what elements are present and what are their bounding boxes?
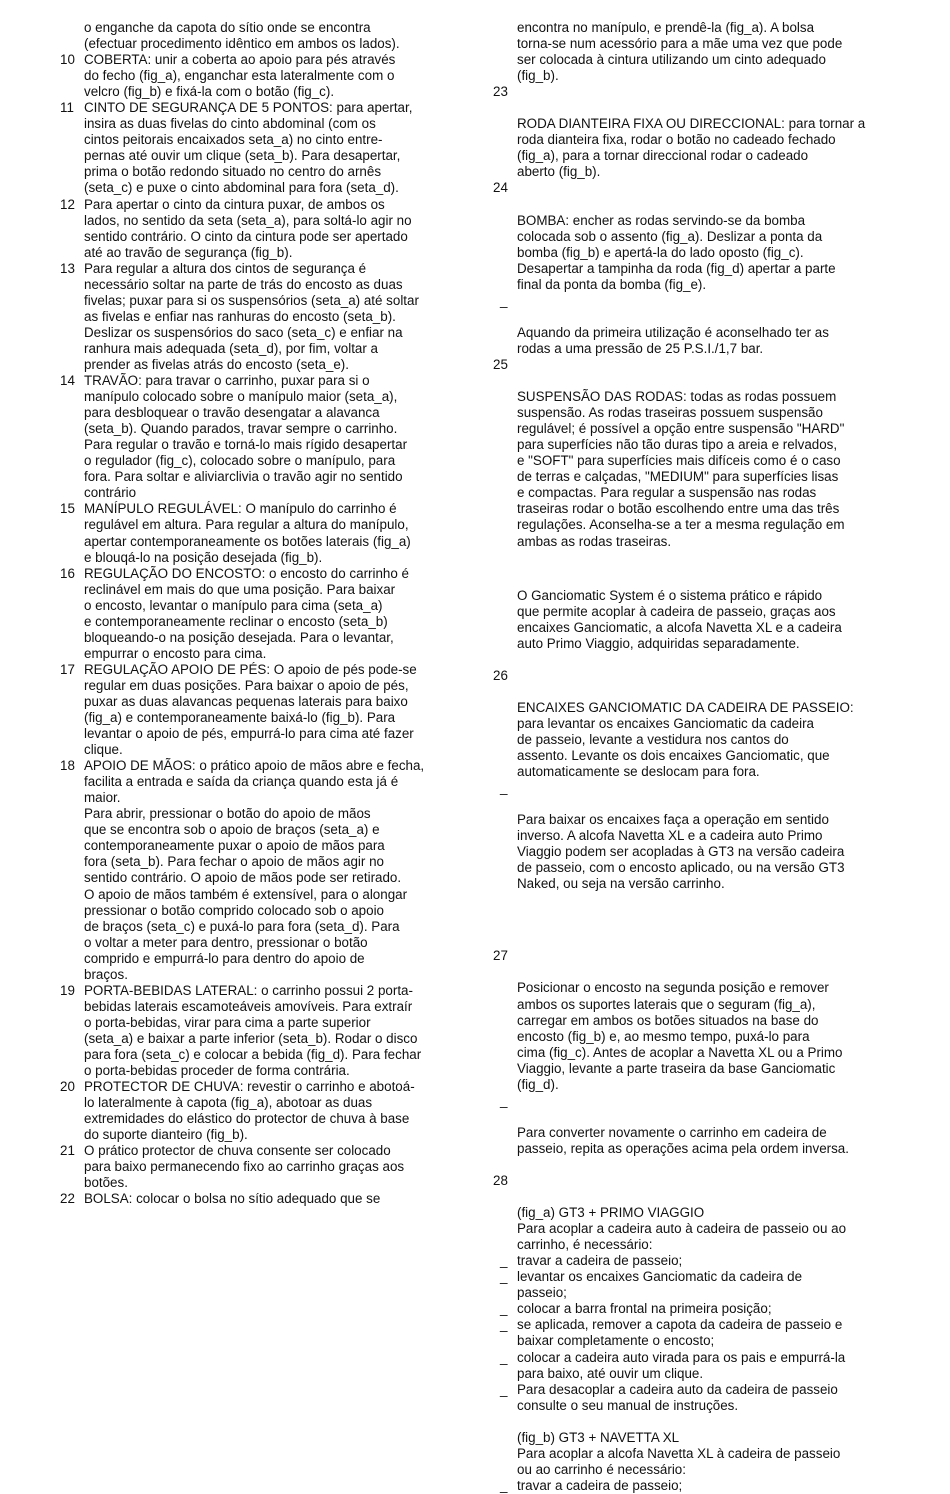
spacer [493,1157,893,1173]
item-text: BOMBA: encher as rodas servindo-se da bomba colocada sob o assento (fig_a). Deslizar a ponta da bomba (fig_b) e apertá-la do lado oposto (fig_c). Desapertar a tampinha da roda (fig_d) apertar a parte final da ponta da bomba (fig_e). [517,212,836,292]
item-text: SUSPENSÃO DAS RODAS: todas as rodas possuem suspensão. As rodas traseiras possuem suspensão regulável; é possível a opção entre suspensão "HARD" para superfícies não tão duras tipo a areia e relvados, e "SOFT" para superfícies mais difíceis como é o caso de terras e calçadas, "MEDIUM" para superfícies lisas e compactas. Para regular a suspensão nas rodas traseiras rodar o botão escolhendo entre uma das três regulações. Aconselha-se a ter a mesma regulação em ambas as rodas traseiras. [517,389,845,549]
list-item [493,1317,893,1349]
item-text: ENCAIXES GANCIOMATIC DA CADEIRA DE PASSEIO: para levantar os encaixes Ganciomatic da cadeira de passeio, levante a vestidura nos cantos do assento. Levante os dois encaixes Ganciomatic, que automaticamente se deslocam para fora. [517,699,854,780]
instruction-item-27 [493,948,893,1092]
instruction-item-19 [60,983,465,1079]
item-number: 21 [60,1143,75,1159]
instruction-item-12 [60,197,465,261]
item-text: REGULAÇÃO DO ENCOSTO: o encosto do carrinho é reclinável em mais do que uma posição. Para baixar o encosto, levantar o manípulo para cima (seta_a) e contemporaneamente reclinar o encosto (seta_b) bloqueando-o na posição desejada. Para o levantar, empurrar o encosto para cima. [84,565,409,661]
instruction-item-11 [60,100,465,196]
item-text: TRAVÃO: para travar o carrinho, puxar para si o manípulo colocado sobre o manípulo maior (seta_a), para desbloquear o travão desengatar a alavanca (seta_b). Quando parados, travar sempre o carrinho. Para regular o travão e torná-lo mais rígido desapertar o regulador (fig_c), colocado sobre o manípulo, para fora. Para soltar e aliviarclivia o travão agir no sentido contrário [84,373,408,501]
instruction-item-16 [60,566,465,662]
item-number: 17 [60,661,75,677]
left-column [60,20,465,1207]
item-number: 16 [60,565,75,581]
left-item-list [60,52,465,1207]
instruction-item-17 [60,662,465,758]
item-number: 10 [60,52,75,68]
spacer [493,550,893,588]
step-list-fig-b [493,1478,893,1494]
dash-marker: _ [500,1253,508,1269]
item-text: BOLSA: colocar o bolsa no sítio adequado que se [84,1191,381,1207]
dash-marker: _ [500,1349,508,1365]
note-text: Para converter novamente o carrinho em cadeira de passeio, repita as operações acima pela ordem inversa. [517,1124,849,1156]
fig-b-paragraph: (fig_b) GT3 + NAVETTA XL Para acoplar a alcofa Navetta XL à cadeira de passeio ou ao carrinho é necessário: [517,1429,841,1477]
list-item [493,1269,893,1301]
item-text: RODA DIANTEIRA FIXA OU DIRECCIONAL: para tornar a roda dianteira fixa, rodar o botão no cadeado fechado (fig_a), para a tornar direccional rodar o cadeado aberto (fig_b). [517,116,866,180]
item-text: MANÍPULO REGULÁVEL: O manípulo do carrinho é regulável em altura. Para regular a altura do manípulo, apertar contemporaneamente os botões laterais (fig_a) e blouqá-lo na posição desejada (fig_b). [84,501,411,565]
instruction-item-22 [60,1191,465,1207]
right-column [493,20,893,1494]
item-number: 20 [60,1079,75,1095]
item-text: Para regular a altura dos cintos de segurança é necessário soltar na parte de trás do encosto as duas fivelas; puxar para si os suspensórios (seta_a) até soltar as fivelas e enfiar nas ranhuras do encosto (seta_b). Deslizar os suspensórios do saco (seta_c) e enfiar na ranhura mais adequada (seta_d), por fim, voltar a prender as fivelas atrás do encosto (seta_e). [84,260,419,372]
dash-marker: _ [500,780,508,796]
item-text: (fig_a) GT3 + PRIMO VIAGGIO Para acoplar a cadeira auto à cadeira de passeio ou ao carrinho, é necessário: [517,1205,847,1253]
dash-marker: _ [500,1092,508,1108]
dash-marker: _ [500,1269,508,1285]
instruction-item-13 [60,261,465,373]
instruction-item-21 [60,1143,465,1191]
note-text: Para baixar os encaixes faça a operação em sentido inverso. A alcofa Navetta XL e a cadeira auto Primo Viaggio podem ser acopladas à GT3 na versão cadeira de passeio, com o encosto aplicado, ou na versão GT3 Naked, ou seja na versão carrinho. [517,812,845,892]
item-text: O prático protector de chuva consente ser colocado para baixo permanecendo fixo ao carrinho graças aos botões. [84,1143,405,1191]
list-item [493,1382,893,1414]
dash-marker: _ [500,1317,508,1333]
note-item [493,293,893,357]
instruction-item-14 [60,373,465,501]
list-item [493,1478,893,1494]
spacer [493,652,893,668]
item-text: COBERTA: unir a coberta ao apoio para pés através do fecho (fig_a), enganchar esta lateralmente com o velcro (fig_b) e fixá-la com o botão (fig_c). [84,52,396,100]
item-text: APOIO DE MÃOS: o prático apoio de mãos abre e fecha, facilita a entrada e saída da criança quando esta já é maior. Para abrir, pressionar o botão do apoio de mãos que se encontra sob o apoio de braços (seta_a) e contemporaneamente puxar o apoio de mãos para fora (seta_b). Para fechar o apoio de mãos agir no sentido contrário. O apoio de mãos pode ser retirado. O apoio de mãos também é extensível, para o alongar pressionar o botão comprido colocado sob o apoio de braços (seta_c) e puxá-lo para fora (seta_d). Para o voltar a meter para dentro, pressionar o botão comprido e empurrá-lo para dentro do apoio de braços. [84,758,425,982]
spacer [493,1414,893,1430]
item-text: CINTO DE SEGURANÇA DE 5 PONTOS: para apertar, insira as duas fivelas do cinto abdominal (com os cintos peitorais encaixados seta_a) no cinto entre- pernas até ouvir um clique (seta_b). Para desapertar, prima o botão redondo situado no centro do arnês (seta_c) e puxe o cinto abdominal para fora (seta_d). [84,100,413,196]
item-text: levantar os encaixes Ganciomatic da cadeira de passeio; [517,1269,803,1301]
item-number: 22 [60,1191,75,1207]
item-text: REGULAÇÃO APOIO DE PÉS: O apoio de pés pode-se regular em duas posições. Para baixar o apoio de pés, puxar as duas alavancas pequenas laterais para baixo (fig_a) e contemporaneamente baixá-lo (fig_b). Para levantar o apoio de pés, empurrá-lo para cima até fazer clique. [84,661,417,758]
dash-marker: _ [500,292,508,308]
instruction-item-28 [493,1173,893,1253]
item-text: Para apertar o cinto da cintura puxar, de ambos os lados, no sentido da seta (seta_a), para soltá-lo agir no sentido contrário. O cinto da cintura pode ser apertado até ao travão de segurança (fig_b). [84,196,412,260]
instruction-item-10 [60,52,465,100]
item-number: 26 [493,667,508,683]
note-text: Aquando da primeira utilização é aconselhado ter as rodas a uma pressão de 25 P.S.I./1,7 bar. [517,324,829,356]
item-text: travar a cadeira de passeio; [517,1477,683,1493]
instruction-item-23 [493,84,893,180]
instruction-item-18 [60,758,465,983]
list-item [493,1253,893,1269]
instruction-item-20 [60,1079,465,1143]
item-number: 24 [493,180,508,196]
step-list-fig-a [493,1253,893,1413]
item-number: 23 [493,84,508,100]
item-number: 25 [493,356,508,372]
note-item [493,1093,893,1157]
item-text: se aplicada, remover a capota da cadeira de passeio e baixar completamente o encosto; [517,1317,843,1349]
item-number: 18 [60,758,75,774]
instruction-item-25 [493,357,893,550]
spacer [493,892,893,948]
item-text: colocar a cadeira auto virada para os pais e empurrá-la para baixo, até ouvir um clique. [517,1349,846,1381]
dash-marker: _ [500,1381,508,1397]
item-text: Posicionar o encosto na segunda posição e remover ambos os suportes laterais que o seguram (fig_a), carregar em ambos os botões situados na base do encosto (fig_b) e, ao mesmo tempo, puxá-lo para cima (fig_c). Antes de acoplar a Navetta XL ou a Primo Viaggio, levante a parte traseira da base Ganciomatic (fig_d). [517,980,843,1092]
item-number: 11 [60,100,74,116]
list-item [493,1350,893,1382]
item-number: 19 [60,982,75,998]
instruction-item-24 [493,180,893,292]
item-text: travar a cadeira de passeio; [517,1253,683,1269]
item-number: 15 [60,501,75,517]
item-number: 28 [493,1173,508,1188]
item-number: 14 [60,373,75,389]
item-number: 13 [60,260,75,276]
item-text: PORTA-BEBIDAS LATERAL: o carrinho possui 2 porta- bebidas laterais escamoteáveis amovíveis. Para extraír o porta-bebidas, virar para cima a parte superior (seta_a) e baixar a parte inferior (seta_b). Rodar o disco para fora (seta_c) e colocar a bebida (fig_d). Para fechar o porta-bebidas proceder de forma contrária. [84,982,422,1079]
list-item [493,1301,893,1317]
item-text: PROTECTOR DE CHUVA: revestir o carrinho e abotoá- lo lateralmente à capota (fig_a), abotoar as duas extremidades do elástico do protector de chuva à base do suporte dianteiro (fig_b). [84,1079,415,1143]
dash-marker: _ [500,1477,508,1493]
instruction-item-15 [60,501,465,565]
intro-paragraph: o enganche da capota do sítio onde se encontra (efectuar procedimento idêntico em ambos os lados). [84,20,400,52]
instruction-item-26 [493,668,893,780]
item-number: 12 [60,196,75,212]
dash-marker: _ [500,1301,508,1317]
note-item [493,780,893,892]
intro-paragraph: encontra no manípulo, e prendê-la (fig_a). A bolsa torna-se num acessório para a mãe uma vez que pode ser colocada à cintura utilizando um cinto adequado (fig_b). [517,20,843,84]
ganciomatic-paragraph: O Ganciomatic System é o sistema prático e rápido que permite acoplar à cadeira de passeio, graças aos encaixes Ganciomatic, a alcofa Navetta XL e a cadeira auto Primo Viaggio, adquiridas separadamente. [517,587,842,651]
item-number: 27 [493,948,508,964]
item-text: colocar a barra frontal na primeira posição; [517,1301,772,1317]
item-text: Para desacoplar a cadeira auto da cadeira de passeio consulte o seu manual de instruções. [517,1381,838,1413]
